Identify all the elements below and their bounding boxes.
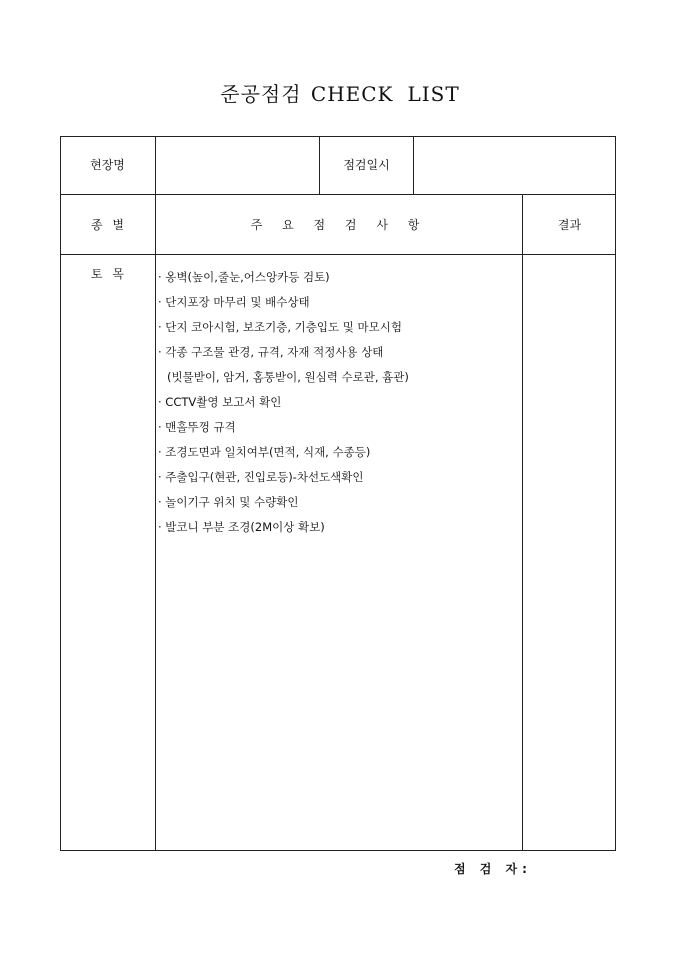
items-column-header: 주 요 점 검 사 항 (250, 218, 428, 232)
list-item: · 단지포장 마무리 및 배수상태 (158, 295, 310, 309)
column-divider-result (522, 194, 523, 851)
list-item: · 단지 코아시험, 보조기층, 기층입도 및 마모시험 (158, 320, 402, 334)
list-item: (빗물받이, 암거, 홈통받이, 원심력 수로관, 흄관) (167, 370, 409, 384)
list-item: · 발코니 부분 조경(2M이상 확보) (158, 520, 325, 534)
row-divider-2 (60, 254, 616, 255)
inspector-label: 점 검 자: (454, 862, 532, 876)
list-item: · 옹벽(높이,줄눈,어스앙카등 검토) (158, 270, 330, 284)
row-divider-1 (60, 194, 616, 195)
column-divider-date (413, 136, 414, 194)
title-suffix: LIST (407, 82, 460, 106)
site-name-label: 현장명 (90, 158, 125, 172)
column-divider-category (155, 136, 156, 851)
inspection-date-label: 점검일시 (343, 158, 390, 172)
list-item: · 각종 구조물 관경, 규격, 자재 적정사용 상태 (158, 345, 384, 359)
result-column-header: 결과 (557, 218, 582, 232)
list-item: · 조경도면과 일치여부(면적, 식재, 수종등) (158, 445, 371, 459)
document-title (0, 78, 680, 107)
title-main: 준공점검 CHECK (220, 82, 394, 106)
list-item: · 놀이기구 위치 및 수량확인 (158, 495, 299, 509)
list-item: · 맨홀뚜껑 규격 (158, 420, 236, 434)
category-civil: 토 목 (91, 267, 124, 281)
inspection-items-list (158, 265, 518, 540)
list-item: · CCTV촬영 보고서 확인 (158, 395, 282, 409)
category-column-header: 종 별 (91, 218, 124, 232)
list-item: · 주출입구(현관, 진입로등)-차선도색확인 (158, 470, 364, 484)
